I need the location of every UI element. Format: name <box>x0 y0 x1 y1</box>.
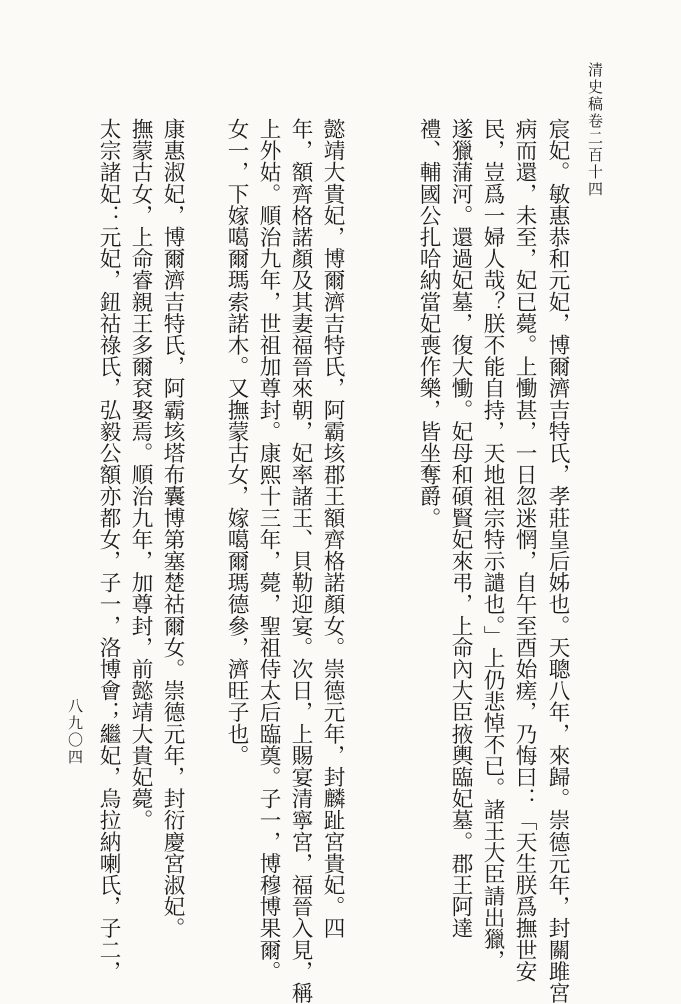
text-column-5: 禮、輔國公扎哈納當妃喪作樂，皆坐奪爵。 <box>416 118 441 529</box>
running-title: 清史稿卷二百十四 <box>586 62 604 198</box>
text-column-13: 撫蒙古女，上命睿親王多爾袞娶焉。順治九年，加尊封，前懿靖大貴妃薨。 <box>128 118 153 831</box>
text-column-8: 年，額齊格諾顏及其妻福晉來朝，妃率諸王、貝勒迎宴。次日，上賜宴清寧宮，福晉入見，稱 <box>288 118 313 1004</box>
text-column-10: 女一，下嫁噶爾瑪索諾木。又撫蒙古女，嫁噶爾瑪德參，濟旺子也。 <box>224 118 249 766</box>
text-column-14: 太宗諸妃：元妃，鈕祜祿氏，弘毅公額亦都女，子一，洛博會；繼妃，烏拉納喇氏，子二， <box>96 118 121 982</box>
text-column-9: 上外姑。順治九年，世祖加尊封。康熙十三年，薨，聖祖侍太后臨奠。子一，博穆博果爾。 <box>256 118 281 982</box>
text-column-1: 宸妃。敏惠恭和元妃，博爾濟吉特氏，孝莊皇后姊也。天聰八年，來歸。崇德元年，封關雎宮 <box>545 118 570 1004</box>
text-column-7: 懿靖大貴妃，博爾濟吉特氏，阿霸垓郡王額齊格諾顏女。崇德元年，封麟趾宮貴妃。四 <box>320 118 345 939</box>
page-number: 八九〇四 <box>66 698 84 766</box>
text-column-2: 病而還，未至，妃已薨。上慟甚，一日忽迷惘，自午至酉始瘥，乃悔曰：「天生朕爲撫世安 <box>512 118 537 982</box>
text-column-3: 民，豈爲一婦人哉？朕不能自持，天地祖宗特示譴也。」上仍悲悼不已。諸王大臣請出獵， <box>480 118 505 972</box>
text-column-4: 遂獵蒲河。還過妃墓，復大慟。妃母和碩賢妃來弔，上命內大臣掖輿臨妃墓。郡王阿達 <box>448 118 473 939</box>
text-column-12: 康惠淑妃，博爾濟吉特氏，阿霸垓塔布囊博第塞楚祜爾女。崇德元年，封衍慶宮淑妃。 <box>160 118 185 939</box>
